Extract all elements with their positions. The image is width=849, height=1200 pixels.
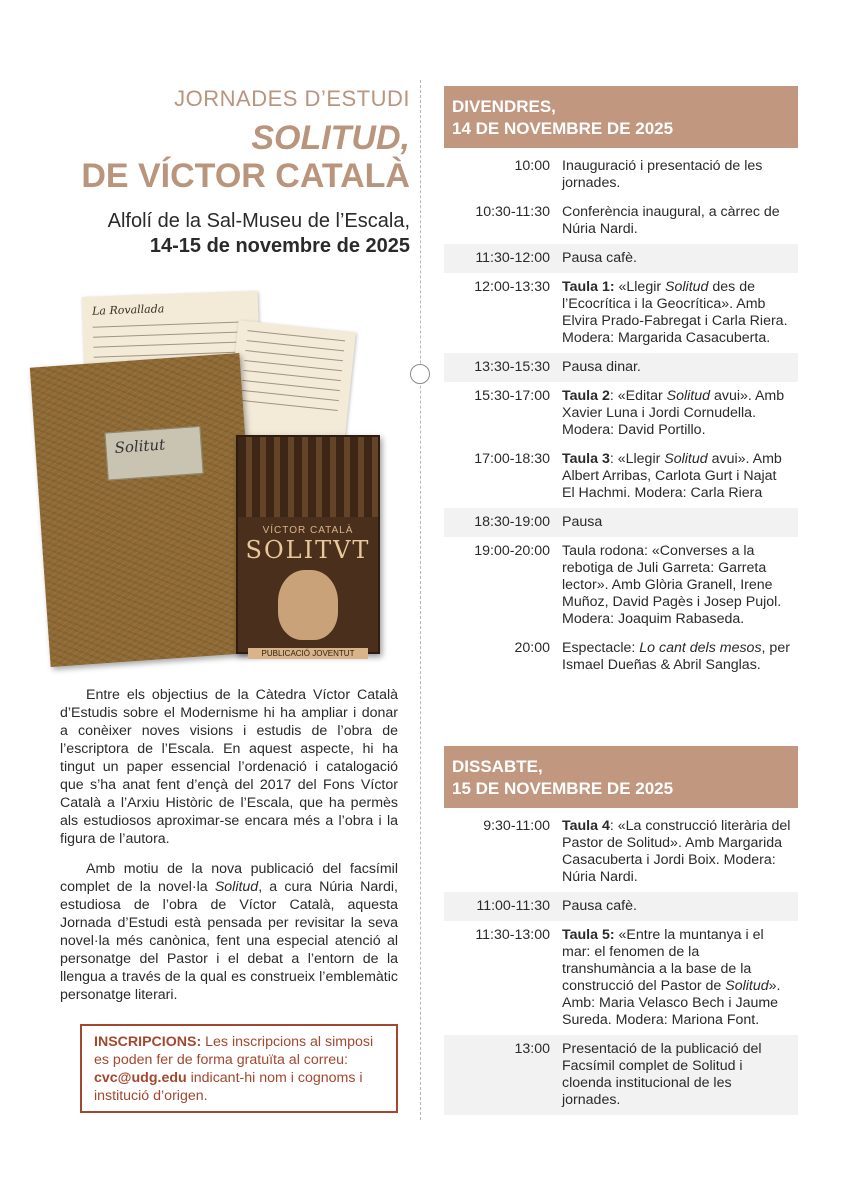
- row-italic: Solitud: [725, 978, 769, 994]
- row-bold: Taula 5:: [562, 927, 615, 943]
- event-header: [60, 80, 410, 258]
- book-cover: [236, 435, 380, 658]
- book-portrait: [278, 570, 338, 640]
- schedule-row: [444, 921, 798, 1035]
- schedule-row: [444, 273, 798, 353]
- row-time: 18:30-19:00: [474, 514, 550, 530]
- venue: Alfolí de la Sal-Museu de l’Escala,: [107, 210, 410, 232]
- kicker: JORNADES D’ESTUDI: [174, 86, 410, 111]
- row-time: 20:00: [514, 640, 550, 656]
- row-bold: Taula 1:: [562, 279, 615, 295]
- row-a: «Llegir: [614, 279, 666, 295]
- row-time: 15:30-17:00: [474, 388, 550, 404]
- row-b: avui». Amb Albert Arribas, Carlota Gurt i Najat El Hachmi. Modera: Carla Riera: [562, 451, 782, 501]
- schedule-row: [444, 634, 798, 680]
- title-line-2: DE VÍCTOR CATALÀ: [81, 157, 410, 195]
- row-text: Pausa dinar.: [562, 359, 641, 375]
- row-text: [562, 388, 798, 439]
- row-a: : «Llegir: [609, 451, 665, 467]
- folder-label: Solitut: [105, 426, 204, 481]
- schedule-row: [444, 537, 798, 634]
- row-text: Taula rodona: «Converses a la rebotiga de Juli Garreta: Garreta lector». Amb Glòria Granell, Irene Muñoz, David Pagès i Josep Pujol. Modera: Joaquim Rabaseda.: [562, 543, 782, 627]
- row-text: Conferència inaugural, a càrrec de Núria Nardi.: [562, 204, 780, 237]
- row-text: [562, 640, 798, 674]
- row-b: des de l’Ecocrítica i la Geocrítica». Amb Elvira Prado-Fabregat i Carla Riera. Modera: Margarida Casacuberta.: [562, 279, 788, 346]
- manuscript-page-2: [226, 320, 356, 452]
- manuscript-folder: [30, 353, 260, 667]
- row-time: 11:00-11:30: [476, 898, 550, 914]
- row-text: [562, 279, 798, 347]
- intro-p2-b: , a cura Núria Nardi, estudiosa de l’obra de Víctor Català, aquesta Jornada d’Estudi està pensada per revisitar la seva novel·la més canònica, fent una especial atenció al personatge del Pastor i el debat a l’entorn de la llengua a través de la qual es construeix l’emblemàtic personatge literari.: [60, 879, 399, 1003]
- schedule-row: [444, 445, 798, 508]
- row-time: 11:30-13:00: [475, 927, 550, 943]
- row-bold: Taula 2: [562, 388, 610, 404]
- row-time: 11:30-12:00: [475, 250, 550, 266]
- row-text: Pausa cafè.: [562, 250, 637, 266]
- row-time: 10:30-11:30: [475, 204, 550, 220]
- intro-paragraph-2: [60, 860, 398, 1004]
- row-a: : «Editar: [609, 388, 667, 404]
- inscriptions-text-b: indicant-hi nom i cognoms i institució d’origen.: [94, 1070, 363, 1104]
- schedule-row: [444, 382, 798, 445]
- manuscript-photo: [36, 290, 396, 670]
- row-text: [562, 927, 798, 1029]
- saturday-day: DISSABTE,: [452, 757, 543, 776]
- schedule-row: [444, 812, 798, 892]
- title-line-1: SOLITUD,: [251, 119, 410, 157]
- row-bold: Taula 4: [562, 818, 610, 834]
- inscriptions-email-link[interactable]: cvc@udg.edu: [94, 1070, 187, 1086]
- column-divider: [420, 80, 421, 1120]
- schedule-row: [444, 1035, 798, 1115]
- row-a: : «La construcció literària del Pastor de Solitud». Amb Margarida Casacuberta i Jordi Boix. Modera: Núria Nardi.: [562, 818, 791, 885]
- row-time: 13:00: [514, 1041, 550, 1057]
- inscriptions-box: [80, 1024, 398, 1113]
- friday-header: [444, 86, 798, 148]
- schedule-row: [444, 892, 798, 921]
- schedule-row: [444, 244, 798, 273]
- schedule-row: [444, 508, 798, 537]
- schedule-row: [444, 353, 798, 382]
- schedule-row: [444, 152, 798, 198]
- row-time: 19:00-20:00: [474, 543, 550, 559]
- row-text: Pausa: [562, 514, 603, 530]
- friday-day: DIVENDRES,: [452, 97, 556, 116]
- row-time: 13:30-15:30: [474, 359, 550, 375]
- saturday-date: 15 DE NOVEMBRE DE 2025: [452, 779, 674, 798]
- book-illustration: [238, 437, 378, 517]
- row-italic: Solitud: [666, 388, 711, 404]
- saturday-header: [444, 746, 798, 808]
- intro-paragraph-1: Entre els objectius de la Càtedra Víctor Català d’Estudis sobre el Modernisme hi ha ampliar i donar a conèixer noves visions i estudis de l’obra de l’escriptora de l’Escala. En aquest aspecte, hi ha tingut un paper essencial l’ordenació i catalogació que s’ha anat fent d’ençà del 2017 del Fons Víctor Català a l’Arxiu Històric de l’Escala, que ha permès als estudiosos aproximar-se encara més a l’obra i la figura de l’autora.: [60, 687, 398, 847]
- row-time: 12:00-13:30: [474, 279, 550, 295]
- row-text: Presentació de la publicació del Facsímil complet de Solitud i cloenda institucional de les jornades.: [562, 1041, 762, 1108]
- schedule-row: [444, 198, 798, 244]
- book-publisher: PUBLICACIÓ JOVENTUT: [248, 648, 368, 659]
- row-b: ». Amb: Maria Velasco Bech i Jaume Sureda. Modera: Mariona Font.: [562, 978, 781, 1028]
- inscriptions-label: INSCRIPCIONS:: [94, 1034, 202, 1050]
- book-author: VÍCTOR CATALÀ: [262, 525, 354, 536]
- row-time: 9:30-11:00: [483, 818, 550, 834]
- intro-text: [60, 686, 398, 1016]
- row-b: , per Ismael Dueñas & Abril Sanglas.: [562, 640, 790, 673]
- row-b: avui». Amb Xavier Luna i Jordi Cornudella. Modera: David Portillo.: [562, 388, 785, 438]
- row-text: Inauguració i presentació de les jornades.: [562, 158, 763, 191]
- row-bold: Taula 3: [562, 451, 610, 467]
- row-text: Pausa cafè.: [562, 898, 637, 914]
- intro-p2-a: Amb motiu de la nova publicació del facsímil complet de la novel·la: [60, 861, 398, 895]
- row-italic: Solitud: [665, 279, 709, 295]
- row-text: [562, 451, 798, 502]
- row-a: «Entre la muntanya i el mar: el fenomen de la transhumància a la base de la construcció del Pastor de: [562, 927, 764, 994]
- event-dates: 14-15 de novembre de 2025: [149, 235, 410, 257]
- row-time: 10:00: [514, 158, 550, 174]
- letter-heading: La Rovallada: [91, 302, 165, 318]
- saturday-programme: [444, 746, 798, 1115]
- friday-date: 14 DE NOVEMBRE DE 2025: [452, 119, 674, 138]
- book-title: SOLITVT: [245, 536, 371, 564]
- row-text: [562, 818, 798, 886]
- row-italic: Lo cant dels mesos: [639, 640, 762, 656]
- row-italic: Solitud: [664, 451, 708, 467]
- row-a: Espectacle:: [562, 640, 640, 656]
- row-time: 17:00-18:30: [474, 451, 550, 467]
- friday-programme: [444, 86, 798, 680]
- inscriptions-text-a: Les inscripcions al simposi es poden fer de forma gratuïta al correu:: [94, 1034, 374, 1068]
- intro-p2-italic: Solitud: [214, 879, 259, 895]
- divider-circle-icon: [410, 364, 430, 384]
